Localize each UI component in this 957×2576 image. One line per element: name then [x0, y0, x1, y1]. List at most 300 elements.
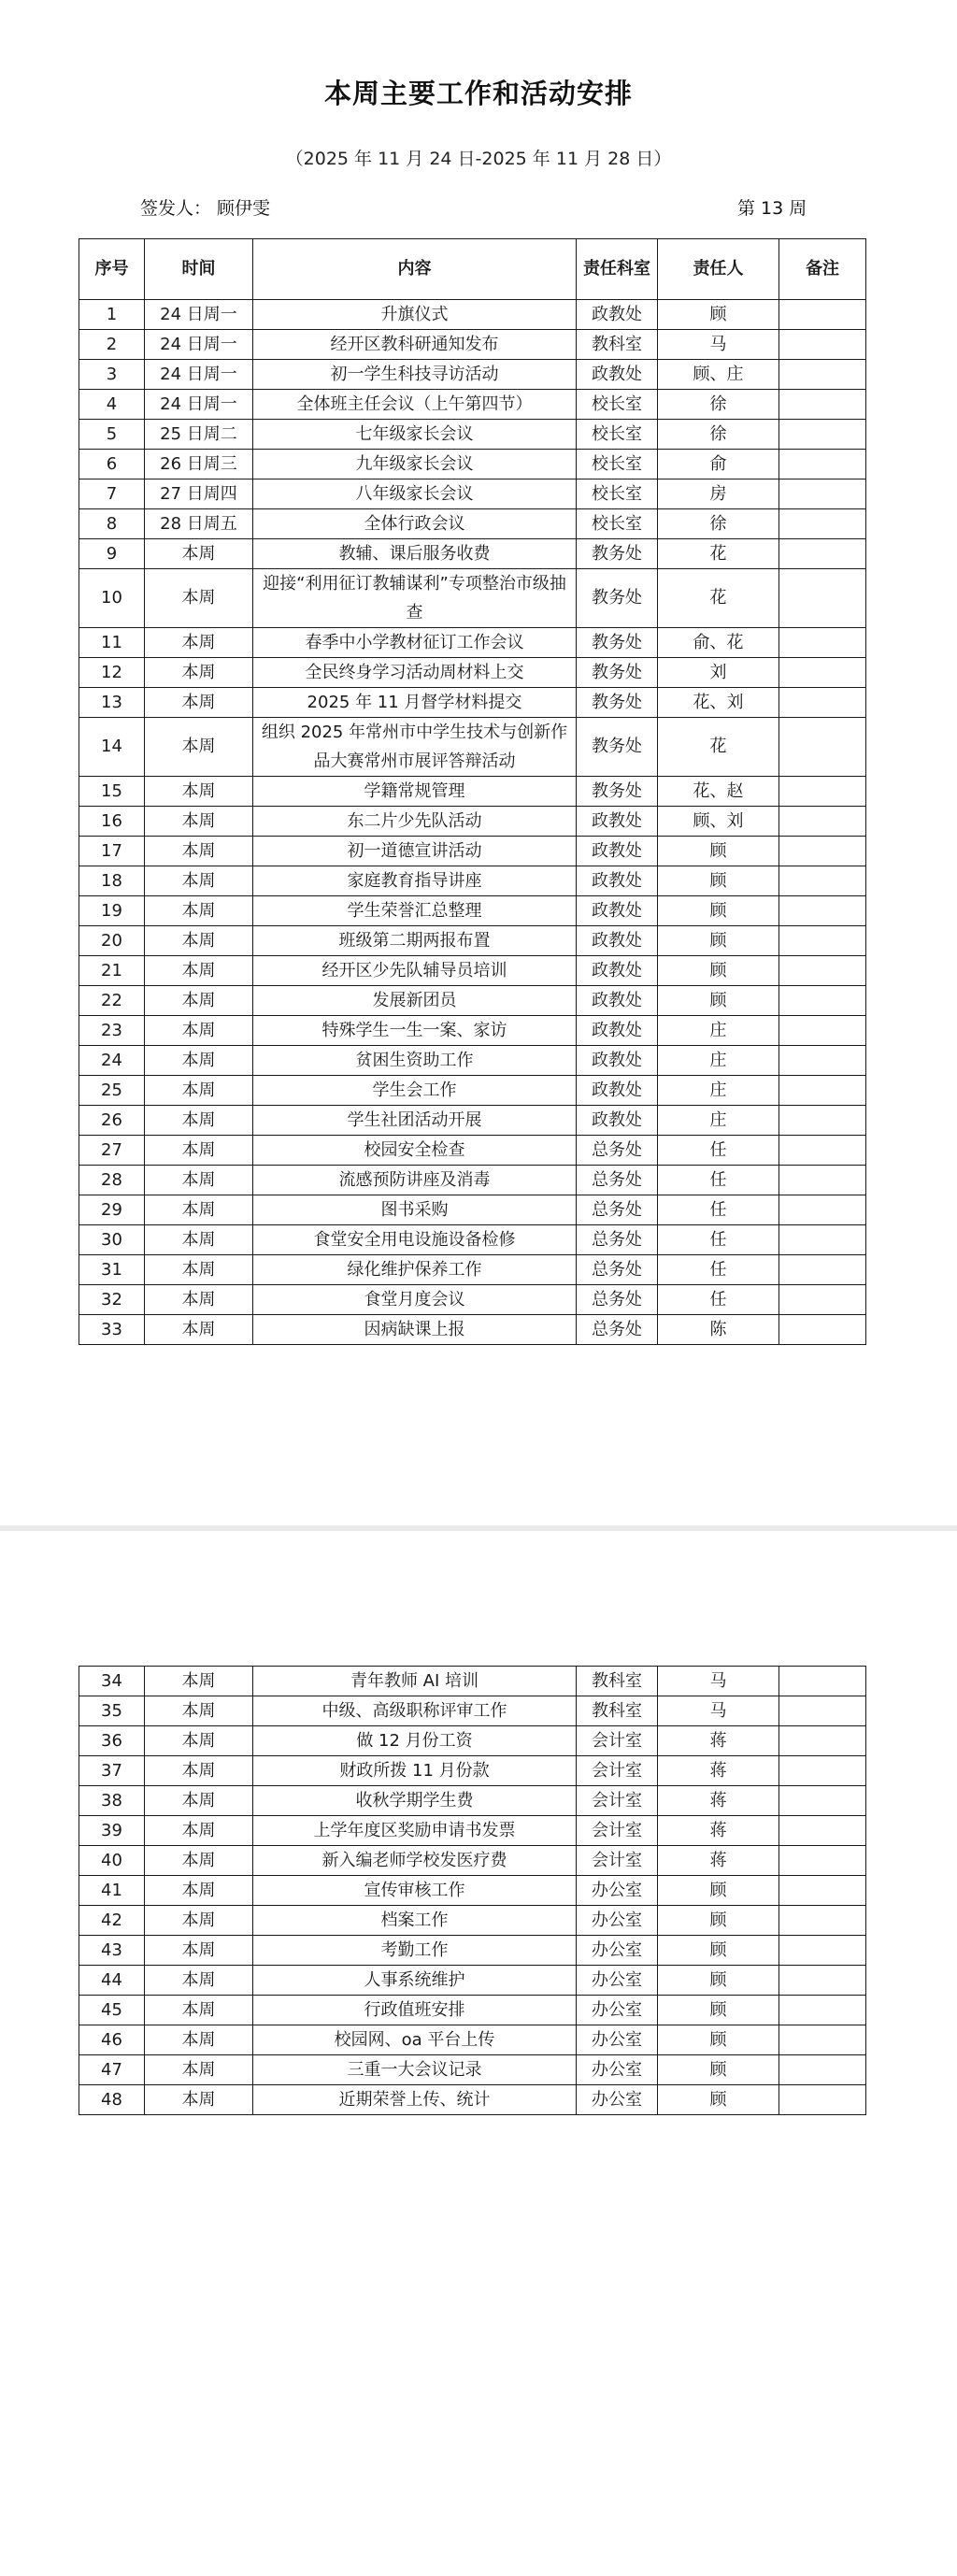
table-row	[79, 837, 866, 866]
cell-time: 本周	[145, 1166, 253, 1195]
cell-department: 校长室	[577, 390, 658, 420]
cell-department: 教务处	[577, 539, 658, 569]
cell-department: 办公室	[577, 2055, 658, 2085]
table-row	[79, 1786, 866, 1816]
cell-time: 本周	[145, 1315, 253, 1345]
table-row	[79, 1667, 866, 1696]
cell-person: 庄	[658, 1076, 779, 1106]
cell-remarks	[779, 718, 866, 777]
cell-remarks	[779, 1225, 866, 1255]
cell-content: 经开区教科研通知发布	[253, 330, 577, 360]
cell-index: 2	[79, 330, 145, 360]
cell-remarks	[779, 1756, 866, 1786]
cell-time: 本周	[145, 956, 253, 986]
cell-remarks	[779, 986, 866, 1016]
table-row	[79, 2085, 866, 2115]
cell-time: 本周	[145, 1816, 253, 1846]
cell-content: 初一道德宣讲活动	[253, 837, 577, 866]
cell-department: 政教处	[577, 896, 658, 926]
cell-person: 庄	[658, 1046, 779, 1076]
cell-index: 15	[79, 777, 145, 807]
cell-person: 顾、刘	[658, 807, 779, 837]
cell-content: 人事系统维护	[253, 1966, 577, 1996]
table-row	[79, 956, 866, 986]
cell-index: 46	[79, 2025, 145, 2055]
cell-content: 九年级家长会议	[253, 450, 577, 479]
header-remarks: 备注	[779, 239, 866, 300]
cell-index: 47	[79, 2055, 145, 2085]
cell-index: 38	[79, 1786, 145, 1816]
cell-content: 青年教师 AI 培训	[253, 1667, 577, 1696]
cell-department: 会计室	[577, 1816, 658, 1846]
table-row	[79, 807, 866, 837]
cell-remarks	[779, 1315, 866, 1345]
date-range: （2025 年 11 月 24 日-2025 年 11 月 28 日）	[285, 149, 672, 169]
cell-time: 本周	[145, 1696, 253, 1726]
cell-content: 升旗仪式	[253, 300, 577, 330]
cell-department: 政教处	[577, 1076, 658, 1106]
cell-department: 政教处	[577, 1106, 658, 1136]
cell-department: 总务处	[577, 1285, 658, 1315]
cell-content: 中级、高级职称评审工作	[253, 1696, 577, 1726]
cell-index: 14	[79, 718, 145, 777]
cell-index: 20	[79, 926, 145, 956]
table-row	[79, 926, 866, 956]
cell-index: 27	[79, 1136, 145, 1166]
cell-department: 政教处	[577, 807, 658, 837]
cell-time: 本周	[145, 1726, 253, 1756]
cell-remarks	[779, 1255, 866, 1285]
cell-remarks	[779, 1016, 866, 1046]
cell-department: 总务处	[577, 1195, 658, 1225]
cell-content: 贫困生资助工作	[253, 1046, 577, 1076]
cell-content: 近期荣誉上传、统计	[253, 2085, 577, 2115]
cell-department: 教科室	[577, 1696, 658, 1726]
cell-index: 17	[79, 837, 145, 866]
cell-remarks	[779, 2055, 866, 2085]
cell-remarks	[779, 1906, 866, 1936]
cell-person: 顾	[658, 956, 779, 986]
cell-department: 政教处	[577, 300, 658, 330]
cell-time: 本周	[145, 1285, 253, 1315]
cell-remarks	[779, 1936, 866, 1966]
cell-remarks	[779, 1786, 866, 1816]
cell-time: 本周	[145, 688, 253, 718]
header-time: 时间	[145, 239, 253, 300]
cell-index: 4	[79, 390, 145, 420]
cell-content: 东二片少先队活动	[253, 807, 577, 837]
cell-time: 本周	[145, 1966, 253, 1996]
cell-person: 顾	[658, 2085, 779, 2115]
cell-person: 任	[658, 1136, 779, 1166]
cell-person: 任	[658, 1166, 779, 1195]
cell-person: 蒋	[658, 1756, 779, 1786]
cell-content: 收秋学期学生费	[253, 1786, 577, 1816]
cell-remarks	[779, 1046, 866, 1076]
cell-index: 41	[79, 1876, 145, 1906]
table-row	[79, 1106, 866, 1136]
cell-person: 马	[658, 330, 779, 360]
cell-remarks	[779, 1816, 866, 1846]
cell-person: 顾	[658, 1906, 779, 1936]
cell-remarks	[779, 1876, 866, 1906]
cell-time: 本周	[145, 1225, 253, 1255]
cell-content: 校园安全检查	[253, 1136, 577, 1166]
cell-person: 花、赵	[658, 777, 779, 807]
cell-remarks	[779, 1996, 866, 2025]
table-row	[79, 986, 866, 1016]
cell-person: 顾	[658, 986, 779, 1016]
cell-content: 行政值班安排	[253, 1996, 577, 2025]
cell-content: 宣传审核工作	[253, 1876, 577, 1906]
cell-person: 顾	[658, 896, 779, 926]
cell-content: 上学年度区奖励申请书发票	[253, 1816, 577, 1846]
document-title: 本周主要工作和活动安排	[323, 78, 633, 109]
cell-time: 本周	[145, 1996, 253, 2025]
cell-index: 10	[79, 569, 145, 628]
cell-remarks	[779, 896, 866, 926]
cell-department: 会计室	[577, 1846, 658, 1876]
cell-department: 办公室	[577, 1996, 658, 2025]
cell-remarks	[779, 450, 866, 479]
cell-content: 三重一大会议记录	[253, 2055, 577, 2085]
cell-department: 办公室	[577, 1936, 658, 1966]
cell-remarks	[779, 807, 866, 837]
cell-index: 6	[79, 450, 145, 479]
cell-person: 顾	[658, 866, 779, 896]
cell-person: 蒋	[658, 1816, 779, 1846]
cell-remarks	[779, 628, 866, 658]
table-row	[79, 1195, 866, 1225]
cell-time: 本周	[145, 1786, 253, 1816]
header-content: 内容	[253, 239, 577, 300]
cell-index: 7	[79, 479, 145, 509]
schedule-table	[79, 238, 866, 1345]
cell-content: 流感预防讲座及消毒	[253, 1166, 577, 1195]
cell-person: 花	[658, 569, 779, 628]
table-row	[79, 330, 866, 360]
table-row	[79, 390, 866, 420]
cell-content: 初一学生科技寻访活动	[253, 360, 577, 390]
cell-department: 政教处	[577, 360, 658, 390]
cell-index: 22	[79, 986, 145, 1016]
cell-department: 办公室	[577, 2085, 658, 2115]
cell-content: 迎接“利用征订教辅谋利”专项整治市级抽查	[253, 569, 577, 628]
cell-time: 本周	[145, 1936, 253, 1966]
cell-index: 9	[79, 539, 145, 569]
table-row	[79, 1166, 866, 1195]
table-row	[79, 1906, 866, 1936]
cell-time: 本周	[145, 2055, 253, 2085]
cell-department: 教科室	[577, 330, 658, 360]
cell-person: 顾	[658, 1966, 779, 1996]
table-row	[79, 718, 866, 777]
cell-time: 本周	[145, 1906, 253, 1936]
cell-time: 本周	[145, 628, 253, 658]
signer-line: 签发人： 顾伊雯	[140, 198, 271, 219]
cell-department: 政教处	[577, 1046, 658, 1076]
cell-remarks	[779, 479, 866, 509]
cell-person: 任	[658, 1195, 779, 1225]
table-row	[79, 1225, 866, 1255]
cell-department: 办公室	[577, 2025, 658, 2055]
cell-remarks	[779, 1195, 866, 1225]
cell-content: 特殊学生一生一案、家访	[253, 1016, 577, 1046]
cell-content: 食堂安全用电设施设备检修	[253, 1225, 577, 1255]
cell-department: 政教处	[577, 986, 658, 1016]
cell-person: 顾	[658, 300, 779, 330]
cell-person: 蒋	[658, 1846, 779, 1876]
cell-remarks	[779, 1076, 866, 1106]
cell-time: 24 日周一	[145, 300, 253, 330]
cell-content: 学生荣誉汇总整理	[253, 896, 577, 926]
cell-department: 政教处	[577, 956, 658, 986]
cell-time: 27 日周四	[145, 479, 253, 509]
cell-content: 全体班主任会议（上午第四节）	[253, 390, 577, 420]
cell-person: 庄	[658, 1106, 779, 1136]
cell-content: 全民终身学习活动周材料上交	[253, 658, 577, 688]
cell-department: 教务处	[577, 718, 658, 777]
cell-department: 会计室	[577, 1726, 658, 1756]
cell-remarks	[779, 658, 866, 688]
cell-index: 29	[79, 1195, 145, 1225]
cell-remarks	[779, 1696, 866, 1726]
cell-department: 会计室	[577, 1756, 658, 1786]
cell-person: 俞、花	[658, 628, 779, 658]
table-row	[79, 866, 866, 896]
cell-content: 学生会工作	[253, 1076, 577, 1106]
table-row	[79, 1696, 866, 1726]
cell-index: 30	[79, 1225, 145, 1255]
cell-remarks	[779, 509, 866, 539]
cell-content: 图书采购	[253, 1195, 577, 1225]
cell-index: 35	[79, 1696, 145, 1726]
cell-content: 班级第二期两报布置	[253, 926, 577, 956]
table-row	[79, 360, 866, 390]
cell-index: 44	[79, 1966, 145, 1996]
table-row	[79, 1996, 866, 2025]
table-row	[79, 628, 866, 658]
cell-index: 23	[79, 1016, 145, 1046]
cell-person: 顾	[658, 1876, 779, 1906]
cell-time: 本周	[145, 1876, 253, 1906]
cell-person: 顾	[658, 1936, 779, 1966]
header-person: 责任人	[658, 239, 779, 300]
table-row	[79, 1076, 866, 1106]
cell-department: 总务处	[577, 1136, 658, 1166]
cell-content: 食堂月度会议	[253, 1285, 577, 1315]
table-row	[79, 1046, 866, 1076]
cell-time: 28 日周五	[145, 509, 253, 539]
cell-department: 教务处	[577, 658, 658, 688]
cell-department: 教务处	[577, 569, 658, 628]
cell-content: 七年级家长会议	[253, 420, 577, 450]
cell-department: 政教处	[577, 866, 658, 896]
cell-time: 本周	[145, 718, 253, 777]
cell-index: 25	[79, 1076, 145, 1106]
cell-remarks	[779, 956, 866, 986]
cell-department: 政教处	[577, 1016, 658, 1046]
cell-person: 顾	[658, 2025, 779, 2055]
cell-time: 本周	[145, 1046, 253, 1076]
cell-department: 教务处	[577, 688, 658, 718]
cell-content: 财政所拨 11 月份款	[253, 1756, 577, 1786]
cell-content: 学籍常规管理	[253, 777, 577, 807]
table-header-row	[79, 239, 866, 300]
cell-index: 32	[79, 1285, 145, 1315]
cell-content: 档案工作	[253, 1906, 577, 1936]
cell-department: 总务处	[577, 1225, 658, 1255]
cell-content: 2025 年 11 月督学材料提交	[253, 688, 577, 718]
cell-remarks	[779, 420, 866, 450]
cell-person: 任	[658, 1285, 779, 1315]
cell-person: 顾、庄	[658, 360, 779, 390]
header-department: 责任科室	[577, 239, 658, 300]
table-row	[79, 509, 866, 539]
cell-remarks	[779, 1166, 866, 1195]
cell-index: 39	[79, 1816, 145, 1846]
cell-time: 本周	[145, 1106, 253, 1136]
cell-index: 28	[79, 1166, 145, 1195]
table-row	[79, 1315, 866, 1345]
cell-index: 13	[79, 688, 145, 718]
cell-index: 21	[79, 956, 145, 986]
cell-index: 3	[79, 360, 145, 390]
table-row	[79, 1816, 866, 1846]
cell-person: 房	[658, 479, 779, 509]
cell-time: 24 日周一	[145, 330, 253, 360]
cell-person: 花	[658, 539, 779, 569]
cell-person: 任	[658, 1225, 779, 1255]
cell-department: 校长室	[577, 450, 658, 479]
cell-content: 因病缺课上报	[253, 1315, 577, 1345]
table-row	[79, 896, 866, 926]
cell-content: 校园网、oa 平台上传	[253, 2025, 577, 2055]
cell-time: 24 日周一	[145, 390, 253, 420]
header-index: 序号	[79, 239, 145, 300]
cell-person: 蒋	[658, 1726, 779, 1756]
cell-index: 19	[79, 896, 145, 926]
cell-index: 33	[79, 1315, 145, 1345]
cell-time: 本周	[145, 1016, 253, 1046]
cell-person: 庄	[658, 1016, 779, 1046]
table-row	[79, 1255, 866, 1285]
cell-department: 校长室	[577, 509, 658, 539]
table-row	[79, 1726, 866, 1756]
cell-time: 本周	[145, 837, 253, 866]
cell-index: 1	[79, 300, 145, 330]
cell-department: 总务处	[577, 1166, 658, 1195]
cell-content: 组织 2025 年常州市中学生技术与创新作品大赛常州市展评答辩活动	[253, 718, 577, 777]
cell-person: 蒋	[658, 1786, 779, 1816]
cell-content: 做 12 月份工资	[253, 1726, 577, 1756]
table-row	[79, 688, 866, 718]
cell-remarks	[779, 837, 866, 866]
cell-index: 8	[79, 509, 145, 539]
cell-index: 11	[79, 628, 145, 658]
cell-remarks	[779, 1136, 866, 1166]
cell-department: 政教处	[577, 837, 658, 866]
table-row	[79, 420, 866, 450]
cell-time: 本周	[145, 986, 253, 1016]
cell-time: 本周	[145, 1255, 253, 1285]
cell-content: 发展新团员	[253, 986, 577, 1016]
cell-content: 家庭教育指导讲座	[253, 866, 577, 896]
table-row	[79, 1936, 866, 1966]
week-number: 第 13 周	[737, 198, 807, 219]
cell-index: 12	[79, 658, 145, 688]
cell-person: 顾	[658, 926, 779, 956]
cell-time: 本周	[145, 1846, 253, 1876]
table-row	[79, 1966, 866, 1996]
cell-department: 教务处	[577, 777, 658, 807]
cell-time: 25 日周二	[145, 420, 253, 450]
cell-person: 徐	[658, 390, 779, 420]
cell-remarks	[779, 1966, 866, 1996]
cell-time: 本周	[145, 866, 253, 896]
cell-time: 本周	[145, 1136, 253, 1166]
cell-index: 36	[79, 1726, 145, 1756]
cell-remarks	[779, 360, 866, 390]
cell-remarks	[779, 1667, 866, 1696]
cell-index: 48	[79, 2085, 145, 2115]
cell-content: 八年级家长会议	[253, 479, 577, 509]
table-row	[79, 1756, 866, 1786]
cell-remarks	[779, 2085, 866, 2115]
cell-index: 18	[79, 866, 145, 896]
cell-person: 顾	[658, 2055, 779, 2085]
cell-remarks	[779, 1285, 866, 1315]
cell-time: 本周	[145, 896, 253, 926]
table-row	[79, 2055, 866, 2085]
cell-department: 办公室	[577, 1876, 658, 1906]
cell-time: 本周	[145, 1667, 253, 1696]
cell-person: 徐	[658, 509, 779, 539]
cell-remarks	[779, 569, 866, 628]
cell-time: 本周	[145, 569, 253, 628]
cell-person: 花	[658, 718, 779, 777]
table-row	[79, 539, 866, 569]
cell-time: 26 日周三	[145, 450, 253, 479]
cell-remarks	[779, 330, 866, 360]
cell-remarks	[779, 926, 866, 956]
cell-person: 任	[658, 1255, 779, 1285]
cell-time: 本周	[145, 1756, 253, 1786]
cell-remarks	[779, 866, 866, 896]
cell-remarks	[779, 1846, 866, 1876]
cell-time: 本周	[145, 2085, 253, 2115]
cell-index: 5	[79, 420, 145, 450]
cell-time: 本周	[145, 1195, 253, 1225]
cell-person: 顾	[658, 1996, 779, 2025]
cell-remarks	[779, 1106, 866, 1136]
cell-index: 45	[79, 1996, 145, 2025]
cell-content: 新入编老师学校发医疗费	[253, 1846, 577, 1876]
cell-person: 俞	[658, 450, 779, 479]
table-row	[79, 300, 866, 330]
table-row	[79, 450, 866, 479]
cell-department: 总务处	[577, 1315, 658, 1345]
cell-time: 本周	[145, 926, 253, 956]
cell-index: 37	[79, 1756, 145, 1786]
cell-remarks	[779, 777, 866, 807]
cell-index: 42	[79, 1906, 145, 1936]
cell-person: 陈	[658, 1315, 779, 1345]
cell-person: 徐	[658, 420, 779, 450]
cell-remarks	[779, 688, 866, 718]
cell-content: 全体行政会议	[253, 509, 577, 539]
cell-time: 本周	[145, 777, 253, 807]
